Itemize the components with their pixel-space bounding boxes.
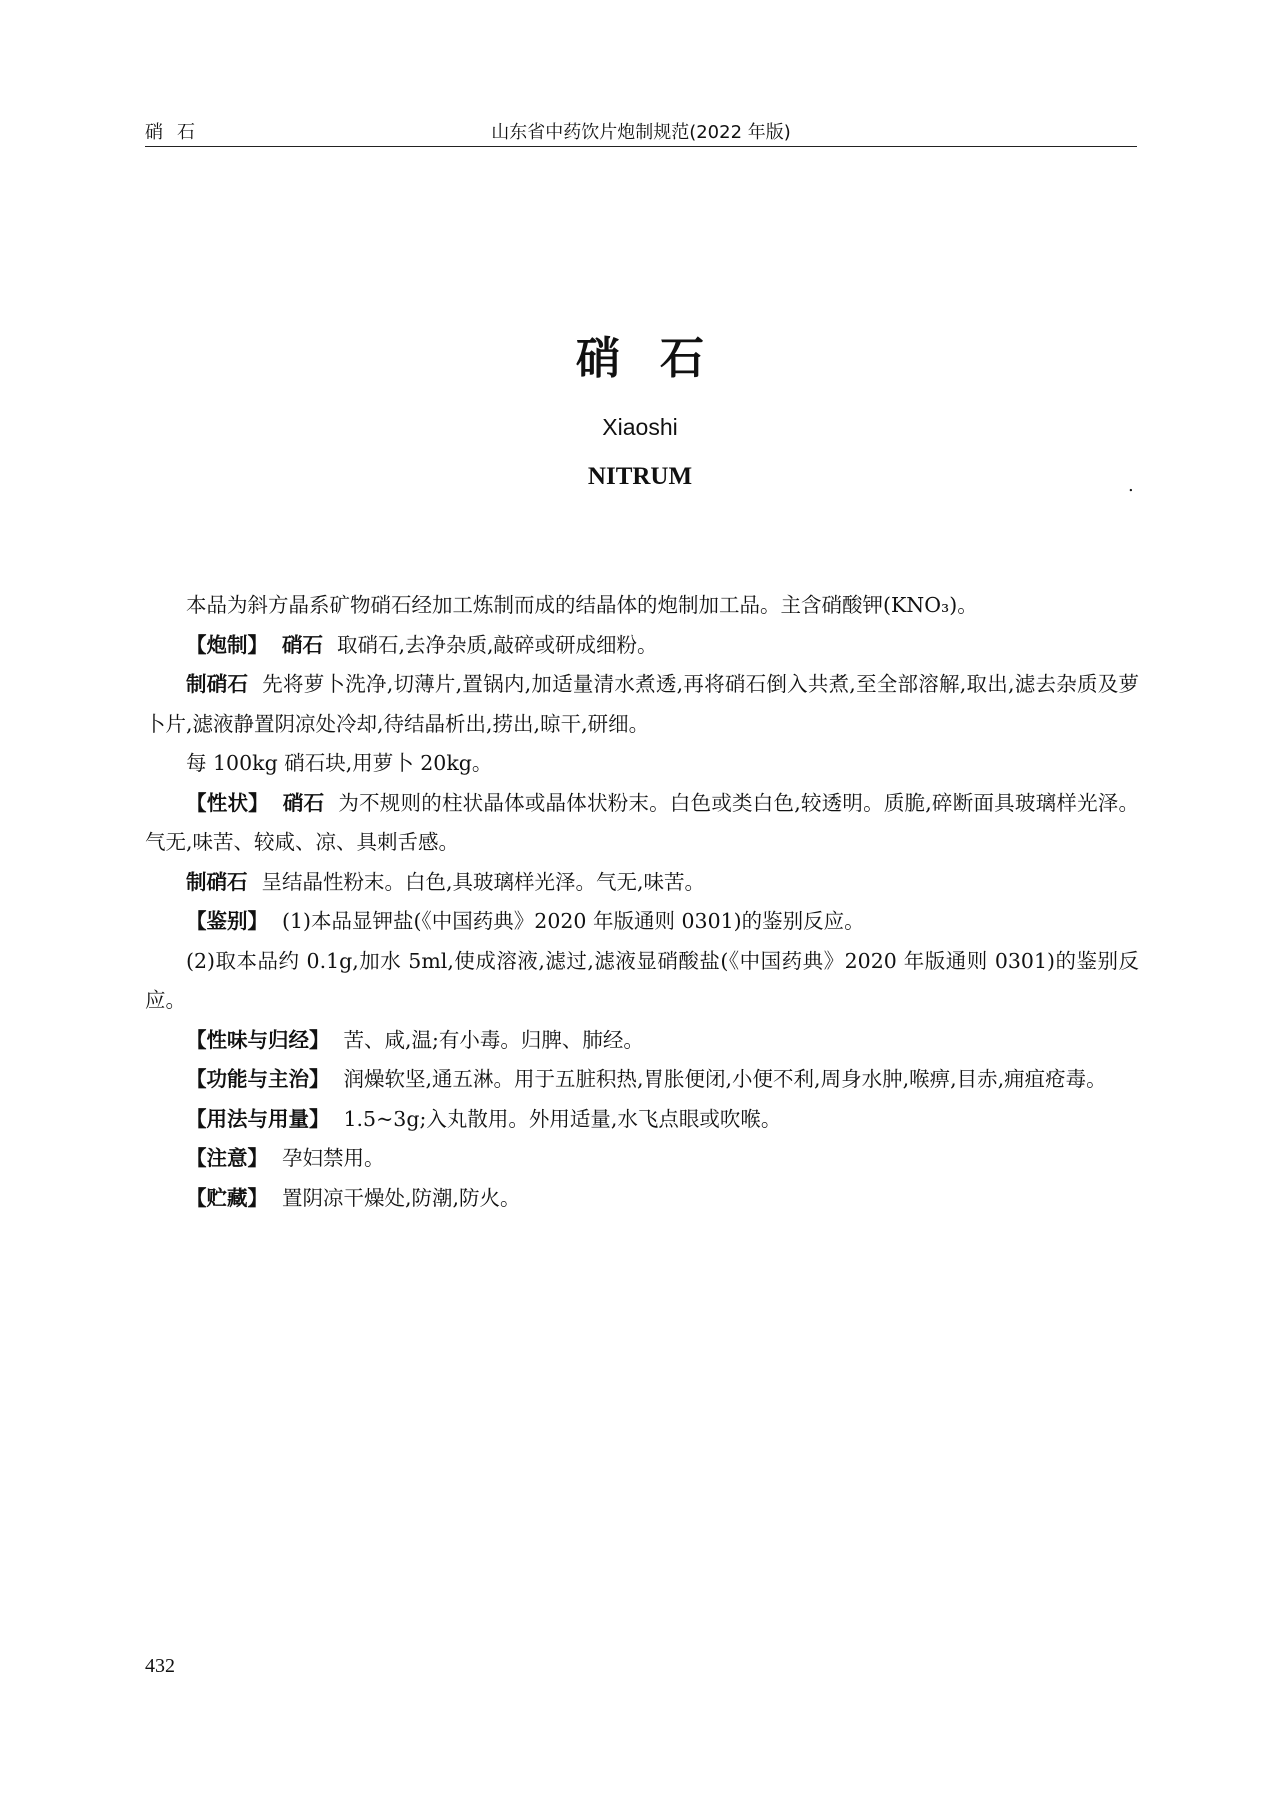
- function-paragraph: [145, 1060, 1139, 1100]
- intro-paragraph: 本品为斜方晶系矿物硝石经加工炼制而成的结晶体的炮制加工品。主含硝酸钾(KNO₃)。: [186, 593, 978, 617]
- processing-text2: 先将萝卜洗净,切薄片,置锅内,加适量清水煮透,再将硝石倒入共煮,至全部溶解,取出,滤去杂质及萝卜片,滤液静置阴凉处冷却,待结晶析出,捞出,晾干,研细。: [145, 672, 1139, 736]
- usage-text: 1.5~3g;入丸散用。外用适量,水飞点眼或吹喉。: [343, 1106, 782, 1131]
- processing-tag: 【炮制】: [186, 632, 268, 657]
- entry-pinyin: Xiaoshi: [602, 414, 678, 440]
- identification-paragraph: [145, 902, 1139, 942]
- caution-text: 孕妇禁用。: [282, 1146, 385, 1170]
- function-tag: 【功能与主治】: [186, 1067, 330, 1091]
- identification-tag: 【鉴别】: [186, 909, 268, 933]
- processing-note: 每 100kg 硝石块,用萝卜 20kg。: [186, 751, 493, 775]
- storage-tag: 【贮藏】: [186, 1185, 268, 1210]
- description-sub1: 硝石: [282, 790, 325, 815]
- description-text1: 为不规则的柱状晶体或晶体状粉末。白色或类白色,较透明。质脆,碎断面具玻璃样光泽。气无,味苦、较咸、凉、具刺舌感。: [145, 790, 1140, 854]
- header-section-name: 硝石: [145, 122, 209, 143]
- entry-heading: [0, 322, 1280, 491]
- nature-text: 苦、咸,温;有小毒。归脾、肺经。: [343, 1027, 644, 1052]
- function-text: 润燥软坚,通五淋。用于五脏积热,胃胀便闭,小便不利,周身水肿,喉痹,目赤,痈疽疮毒。: [343, 1067, 1107, 1091]
- identification-item1: (1)本品显钾盐(《中国药典》2020 年版通则 0301)的鉴别反应。: [282, 909, 865, 933]
- nature-tag: 【性味与归经】: [186, 1027, 330, 1052]
- stray-mark: .: [1128, 475, 1134, 496]
- usage-paragraph: [145, 1100, 1139, 1140]
- processing-sub2: 制硝石: [186, 672, 249, 696]
- entry-body: [145, 586, 1139, 1218]
- description-tag: 【性状】: [186, 790, 269, 815]
- entry-title: 硝石: [576, 333, 744, 384]
- processing-paragraph-2: [145, 665, 1139, 744]
- usage-tag: 【用法与用量】: [186, 1106, 330, 1131]
- storage-paragraph: [145, 1179, 1139, 1219]
- processing-paragraph: [145, 626, 1139, 666]
- description-text2: 呈结晶性粉末。白色,具玻璃样光泽。气无,味苦。: [261, 869, 706, 894]
- page-number: 432: [145, 1655, 175, 1677]
- storage-text: 置阴凉干燥处,防潮,防火。: [282, 1185, 521, 1210]
- header-book-title: 山东省中药饮片炮制规范(2022 年版): [491, 122, 791, 143]
- identification-item2: (2)取本品约 0.1g,加水 5ml,使成溶液,滤过,滤液显硝酸盐(《中国药典》2020 年版通则 0301)的鉴别反应。: [145, 948, 1139, 1012]
- processing-text1: 取硝石,去净杂质,敲碎或研成细粉。: [337, 632, 658, 657]
- caution-paragraph: [145, 1139, 1139, 1179]
- processing-sub1: 硝石: [282, 632, 323, 657]
- entry-latin-name: NITRUM: [587, 463, 693, 490]
- caution-tag: 【注意】: [186, 1146, 268, 1170]
- nature-paragraph: [145, 1021, 1139, 1061]
- description-paragraph-2: [145, 863, 1139, 903]
- description-paragraph: [145, 784, 1139, 863]
- running-header: [145, 112, 1137, 147]
- description-sub2: 制硝石: [186, 869, 248, 894]
